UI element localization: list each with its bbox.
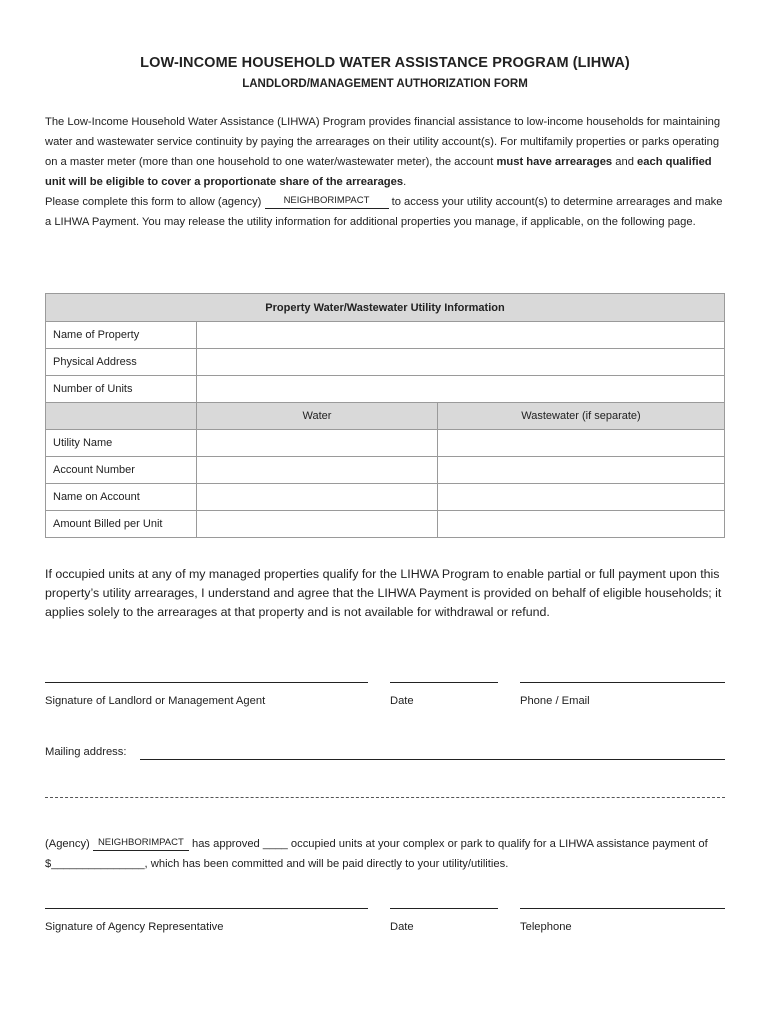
wastewater-utility-name-field[interactable] [438,430,725,457]
agency-telephone-label: Telephone [520,921,572,933]
form-subtitle: LANDLORD/MANAGEMENT AUTHORIZATION FORM [242,78,528,90]
property-name-field[interactable] [197,322,725,349]
water-utility-name-field[interactable] [197,430,438,457]
agency-date-line[interactable] [390,908,498,909]
table-header: Property Water/Wastewater Utility Information [46,294,725,322]
landlord-contact-label: Phone / Email [520,695,590,707]
water-name-on-account-field[interactable] [197,484,438,511]
mailing-address-line[interactable] [140,759,725,760]
approval-agency-field[interactable] [93,839,189,851]
label-utility-name: Utility Name [46,430,197,457]
approval-text: has approved ____ occupied units at your complex or park to qualify for a LIHWA assistance payment of $_______________, which has been committed and will be paid directly to your utility/utilities. [45,838,708,870]
landlord-signature-line[interactable] [45,682,368,683]
intro-text: The Low-Income Household Water Assistance (LIHWA) Program provides financial assistance to low-income households for maintaining water and wastewater service continuity by paying the arrearages on their utility account(s). For multifamily properties or parks operating on a master meter (more than one household to one water/wastewater meter), the account [45,116,721,168]
intro-paragraph [45,112,730,232]
column-header-blank [46,403,197,430]
request-text-after: to access your utility account(s) to determine arrearages and make a LIHWA Payment. You may release the utility information for additional properties you manage, if applicable, on the following page. [45,196,723,228]
column-header-wastewater: Wastewater (if separate) [438,403,725,430]
approval-paragraph [45,834,735,874]
agency-field[interactable] [265,197,389,209]
wastewater-account-number-field[interactable] [438,457,725,484]
request-text: Please complete this form to allow (agency) [45,196,265,208]
agency-date-label: Date [390,921,414,933]
separator-dashed-line [45,797,725,798]
water-amount-billed-field[interactable] [197,511,438,538]
column-header-water: Water [197,403,438,430]
landlord-date-label: Date [390,695,414,707]
approval-agency-prefix: (Agency) [45,838,93,850]
label-property-name: Name of Property [46,322,197,349]
intro-text-end: . [403,176,407,188]
number-of-units-field[interactable] [197,376,725,403]
utility-info-table [45,293,725,538]
form-title: LOW-INCOME HOUSEHOLD WATER ASSISTANCE PROGRAM (LIHWA) [140,55,630,71]
agency-signature-label: Signature of Agency Representative [45,921,224,933]
label-number-of-units: Number of Units [46,376,197,403]
label-physical-address: Physical Address [46,349,197,376]
landlord-signature-label: Signature of Landlord or Management Agent [45,695,266,707]
label-account-number: Account Number [46,457,197,484]
water-account-number-field[interactable] [197,457,438,484]
agency-field-value: NEIGHBORIMPACT [283,195,370,206]
approval-agency-value: NEIGHBORIMPACT [97,837,184,848]
agency-signature-line[interactable] [45,908,368,909]
mailing-address-label: Mailing address: [45,746,127,758]
wastewater-name-on-account-field[interactable] [438,484,725,511]
label-name-on-account: Name on Account [46,484,197,511]
agreement-paragraph: If occupied units at any of my managed properties qualify for the LIHWA Program to enable partial or full payment upon this property’s utility arrearages, I understand and agree that the LIHWA Payment is provided on behalf of eligible households; it applies solely to the arrearages at that property and is not available for withdrawal or refund. [45,567,722,619]
wastewater-amount-billed-field[interactable] [438,511,725,538]
physical-address-field[interactable] [197,349,725,376]
intro-bold-proportionate: each qualified unit will be eligible to cover a proportionate share of the arrearages [45,156,712,188]
label-amount-billed: Amount Billed per Unit [46,511,197,538]
intro-bold-arrearages: must have arrearages [496,156,613,168]
intro-text-mid: and [612,156,638,168]
agency-telephone-line[interactable] [520,908,725,909]
landlord-date-line[interactable] [390,682,498,683]
landlord-contact-line[interactable] [520,682,725,683]
